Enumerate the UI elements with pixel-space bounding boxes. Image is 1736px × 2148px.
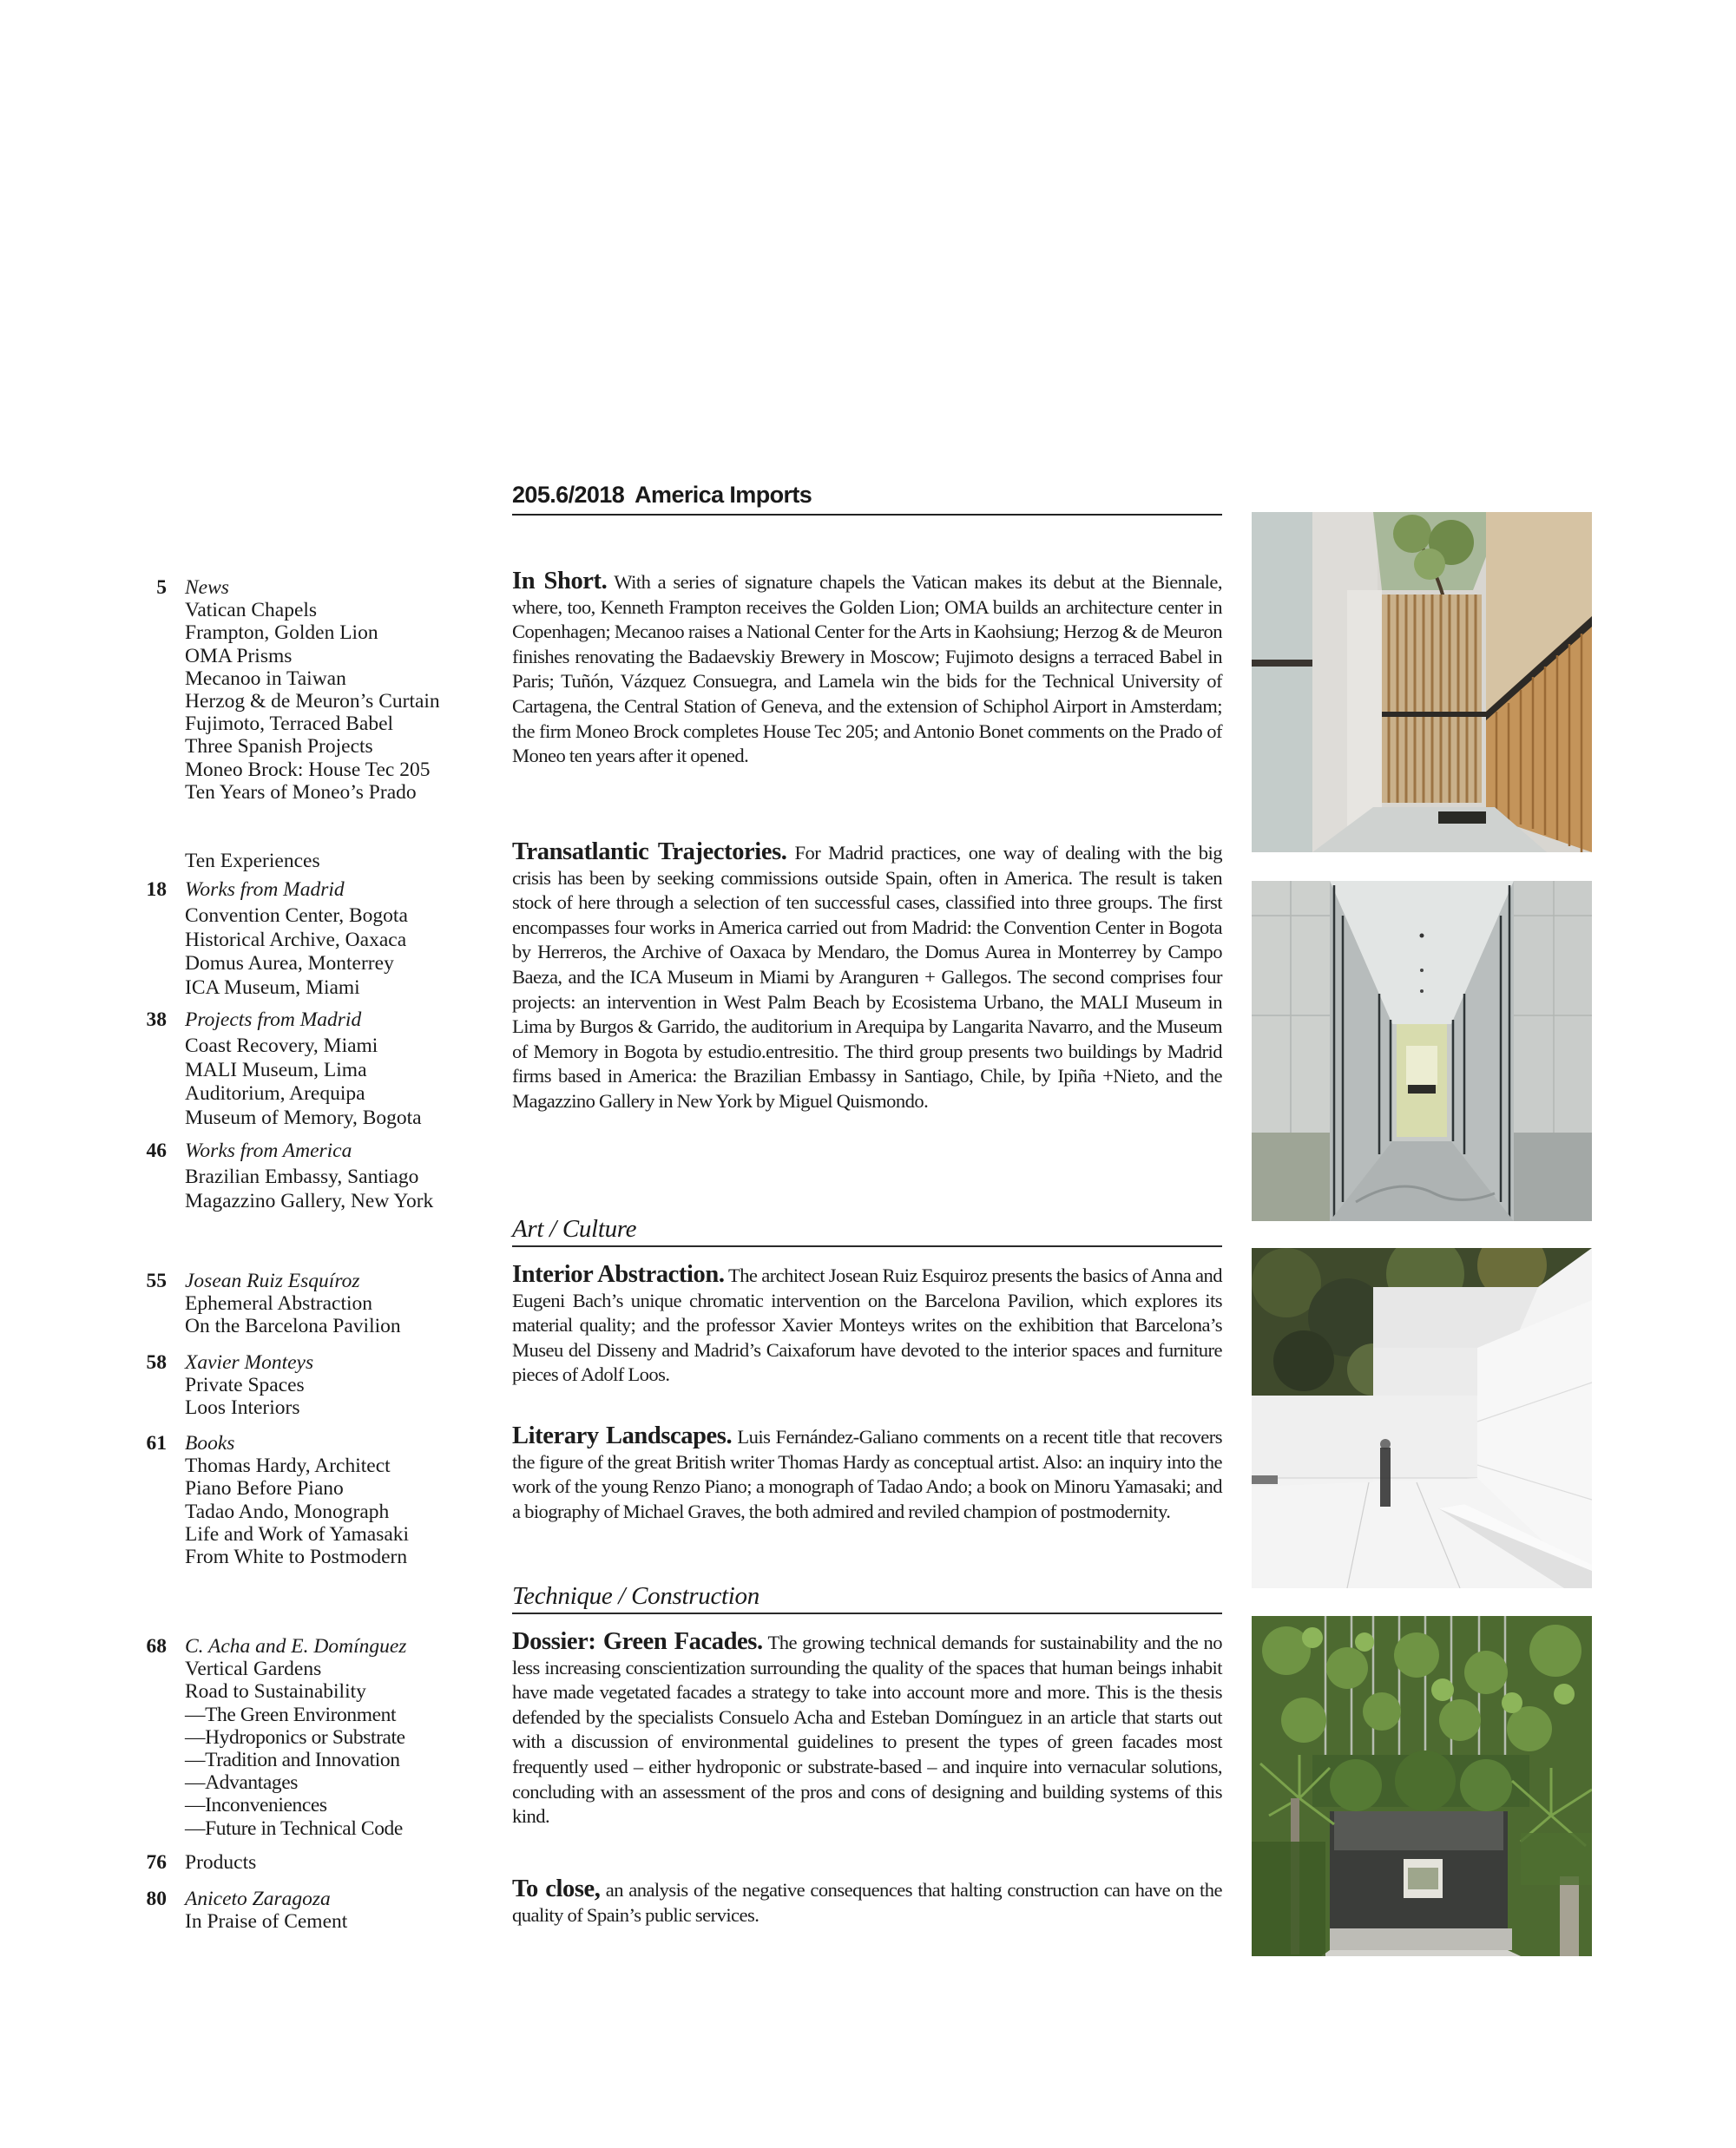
toc-item: MALI Museum, Lima xyxy=(185,1058,367,1081)
toc-item: Auditorium, Arequipa xyxy=(185,1082,365,1106)
article-lead: Literary Landscapes. xyxy=(512,1422,733,1449)
toc-item: From White to Postmodern xyxy=(185,1546,408,1569)
toc-item: Piano Before Piano xyxy=(185,1477,344,1501)
page-number: 58 xyxy=(146,1351,167,1374)
page-number xyxy=(130,850,167,872)
article-body: an analysis of the negative consequences that halting construction can have on the quality of Spain’s public services. xyxy=(512,1879,1222,1926)
toc-item: Museum of Memory, Bogota xyxy=(185,1106,422,1129)
toc-title: Ten Experiences xyxy=(185,850,320,872)
toc-item: Fujimoto, Terraced Babel xyxy=(185,713,394,736)
toc-item: Ephemeral Abstraction xyxy=(185,1292,372,1316)
article-body: For Madrid practices, one way of dealing with the big crisis has been by seeking commissions outside Spain, often in America. The result is taken stock of here through a selection of ten successful cases, classified into three groups. The first encompasses four works in America carried out from Madrid: the Convention Center in Bogota by Herreros, the Archive of Oaxaca by Mendaro, the Domus Aurea in Monterrey by Campo Baeza, and the ICA Museum in Miami by Aranguren + Gallegos. The second comprises four projects: an intervention in West Palm Beach by Ecosistema Urbano, the MALI Museum in Lima by Burgos & Garrido, the auditorium in Arequipa by Langarita Navarro, and the Museum of Memory in Bogota by estudio.entresitio. The third group presents two buildings by Madrid firms based in America: the Brazilian Embassy in Santiago, Chile, by Ipiña +Nieto, and the Magazzino Gallery in New York by Miguel Quismondo. xyxy=(512,842,1222,1112)
article-in-short xyxy=(512,569,1222,769)
toc-subitem: —Advantages xyxy=(185,1771,299,1795)
toc-title: C. Acha and E. Domínguez xyxy=(185,1635,407,1658)
article-lead: In Short. xyxy=(512,568,608,594)
toc-item: Ten Years of Moneo’s Prado xyxy=(185,780,417,804)
page-number: 18 xyxy=(146,878,167,901)
toc-item: Thomas Hardy, Architect xyxy=(185,1455,391,1478)
page-number: 55 xyxy=(146,1270,167,1292)
article-interior-abstraction xyxy=(512,1263,1222,1388)
toc-item: ICA Museum, Miami xyxy=(185,975,360,999)
toc-entry-news[interactable] xyxy=(130,576,477,804)
toc-item: Mecanoo in Taiwan xyxy=(185,667,346,690)
photo-white-pavilion xyxy=(1252,1248,1592,1588)
toc-item: Herzog & de Meuron’s Curtain xyxy=(185,690,440,713)
issue-title: America Imports xyxy=(635,482,812,508)
toc-subitem: —Inconveniences xyxy=(185,1794,327,1817)
article-body: The growing technical demands for sustainability and the no less increasing conscientization surrounding the quality of the spaces that human beings inhabit have made vegetated facades a strategy to take into account more and more. This is the thesis defended by the specialists Consuelo Acha and Esteban Domínguez in an article that starts out with a discussion of environmental guidelines to present the types of green facades most frequently used – either hydroponic or substrate-based – and inquire into vernacular solutions, concluding with an assessment of the pros and cons of designing and building systems of this kind. xyxy=(512,1632,1222,1828)
toc-subitem: —Future in Technical Code xyxy=(185,1816,403,1840)
article-green-facades xyxy=(512,1630,1222,1829)
article-body: Luis Fernández-Galiano comments on a recent title that recovers the figure of the great British writer Thomas Hardy as conceptual artist. Also: an inquiry into the work of the young Renzo Piano; a monograph of Tadao Ando; a book on Minoru Yamasaki; and a biography of Michael Graves, the both admired and reviled champion of postmodernity. xyxy=(512,1426,1222,1522)
section-heading-art-culture: Art / Culture xyxy=(512,1214,1222,1247)
article-body: With a series of signature chapels the Vatican makes its debut at the Biennale, where, too, Kenneth Frampton receives the Golden Lion; OMA builds an architecture center in Copenhagen; Mecanoo raises a National Center for the Arts in Kaohsiung; Herzog & de Meuron finishes renovating the Badaevskiy Brewery in Moscow; Fujimoto designs a terraced Babel in Paris; Tuñón, Vázquez Consuegra, and Lamela win the bids for the Technical University of Cartagena, the Central Station of Geneva, and the extension of Schiphol Airport in Amsterdam; the firm Moneo Brock completes House Tec 205; and Antonio Bonet comments on the Prado of Moneo ten years after it opened. xyxy=(512,571,1222,767)
article-lead: To close, xyxy=(512,1875,601,1902)
toc-entry-projects-from-madrid[interactable] xyxy=(130,1008,477,1130)
toc-title: Josean Ruiz Esquíroz xyxy=(185,1270,360,1292)
toc-item: OMA Prisms xyxy=(185,644,293,667)
toc-item: Loos Interiors xyxy=(185,1396,300,1420)
article-lead: Interior Abstraction. xyxy=(512,1261,725,1288)
toc-item: Frampton, Golden Lion xyxy=(185,621,378,645)
toc-entry-products[interactable] xyxy=(130,1851,477,1874)
toc-item: Vertical Gardens xyxy=(185,1658,322,1681)
toc-entry-works-from-america[interactable] xyxy=(130,1140,477,1213)
page-number: 61 xyxy=(146,1432,167,1455)
issue-number: 205.6/2018 xyxy=(512,482,625,508)
toc-title: Projects from Madrid xyxy=(185,1008,362,1031)
toc-item: Moneo Brock: House Tec 205 xyxy=(185,758,431,781)
photo-glass-corridor xyxy=(1252,881,1592,1221)
toc-entry-xavier-monteys[interactable] xyxy=(130,1351,477,1420)
courtyard-image-icon xyxy=(1252,512,1592,852)
toc-title: News xyxy=(185,576,229,599)
toc-entry-acha-dominguez[interactable] xyxy=(130,1635,477,1840)
article-to-close xyxy=(512,1877,1222,1928)
toc-item: In Praise of Cement xyxy=(185,1910,348,1934)
page-number: 46 xyxy=(146,1140,167,1162)
pavilion-image-icon xyxy=(1252,1248,1592,1588)
article-transatlantic-trajectories xyxy=(512,840,1222,1114)
corridor-image-icon xyxy=(1252,881,1592,1221)
toc-entry-ten-experiences[interactable] xyxy=(130,850,477,872)
toc-item: Magazzino Gallery, New York xyxy=(185,1189,434,1212)
page-number: 5 xyxy=(156,576,167,599)
article-body: The architect Josean Ruiz Esquiroz presents the basics of Anna and Eugeni Bach’s unique chromatic intervention on the Barcelona Pavilion, which explores its material quality; and the professor Xavier Monteys writes on the exhibition that Barcelona’s Museu del Disseny and Madrid’s Caixaforum have devoted to the interior spaces and furniture pieces of Adolf Loos. xyxy=(512,1264,1222,1386)
page-number: 68 xyxy=(146,1635,167,1658)
article-lead: Transatlantic Trajectories. xyxy=(512,838,787,865)
toc-title: Works from Madrid xyxy=(185,878,345,901)
toc-title: Aniceto Zaragoza xyxy=(185,1888,331,1910)
toc-item: Coast Recovery, Miami xyxy=(185,1035,378,1058)
toc-item: Brazilian Embassy, Santiago xyxy=(185,1166,419,1189)
toc-item: Life and Work of Yamasaki xyxy=(185,1522,410,1546)
page-number: 38 xyxy=(146,1008,167,1031)
toc-item: Domus Aurea, Monterrey xyxy=(185,952,394,975)
toc-title: Works from America xyxy=(185,1140,352,1162)
page-number: 76 xyxy=(146,1851,167,1874)
toc-subitem: —The Green Environment xyxy=(185,1703,397,1726)
page-number: 80 xyxy=(146,1888,167,1910)
article-lead: Dossier: Green Facades. xyxy=(512,1628,763,1655)
toc-subitem: —Hydroponics or Substrate xyxy=(185,1725,405,1749)
toc-item: Vatican Chapels xyxy=(185,599,318,622)
toc-entry-aniceto-zaragoza[interactable] xyxy=(130,1888,477,1933)
green-facade-image-icon xyxy=(1252,1616,1592,1956)
article-literary-landscapes xyxy=(512,1424,1222,1524)
toc-entry-works-from-madrid[interactable] xyxy=(130,878,477,1000)
toc-entry-josean-ruiz-esquiroz[interactable] xyxy=(130,1270,477,1338)
toc-item: Tadao Ando, Monograph xyxy=(185,1500,390,1523)
toc-title: Xavier Monteys xyxy=(185,1351,314,1374)
toc-item: Convention Center, Bogota xyxy=(185,904,408,928)
toc-item: On the Barcelona Pavilion xyxy=(185,1315,401,1338)
photo-courtyard-wooden-screen xyxy=(1252,512,1592,852)
toc-item: Three Spanish Projects xyxy=(185,735,373,759)
toc-subitem: —Tradition and Innovation xyxy=(185,1749,400,1772)
toc-title: Products xyxy=(185,1851,257,1874)
article-column xyxy=(512,0,1222,2148)
toc-title: Books xyxy=(185,1432,235,1455)
photo-green-facade xyxy=(1252,1616,1592,1956)
section-heading-technique-construction: Technique / Construction xyxy=(512,1581,1222,1614)
toc-item: Road to Sustainability xyxy=(185,1680,366,1704)
toc-item: Private Spaces xyxy=(185,1374,305,1397)
toc-item: Historical Archive, Oaxaca xyxy=(185,928,407,951)
toc-entry-books[interactable] xyxy=(130,1432,477,1568)
